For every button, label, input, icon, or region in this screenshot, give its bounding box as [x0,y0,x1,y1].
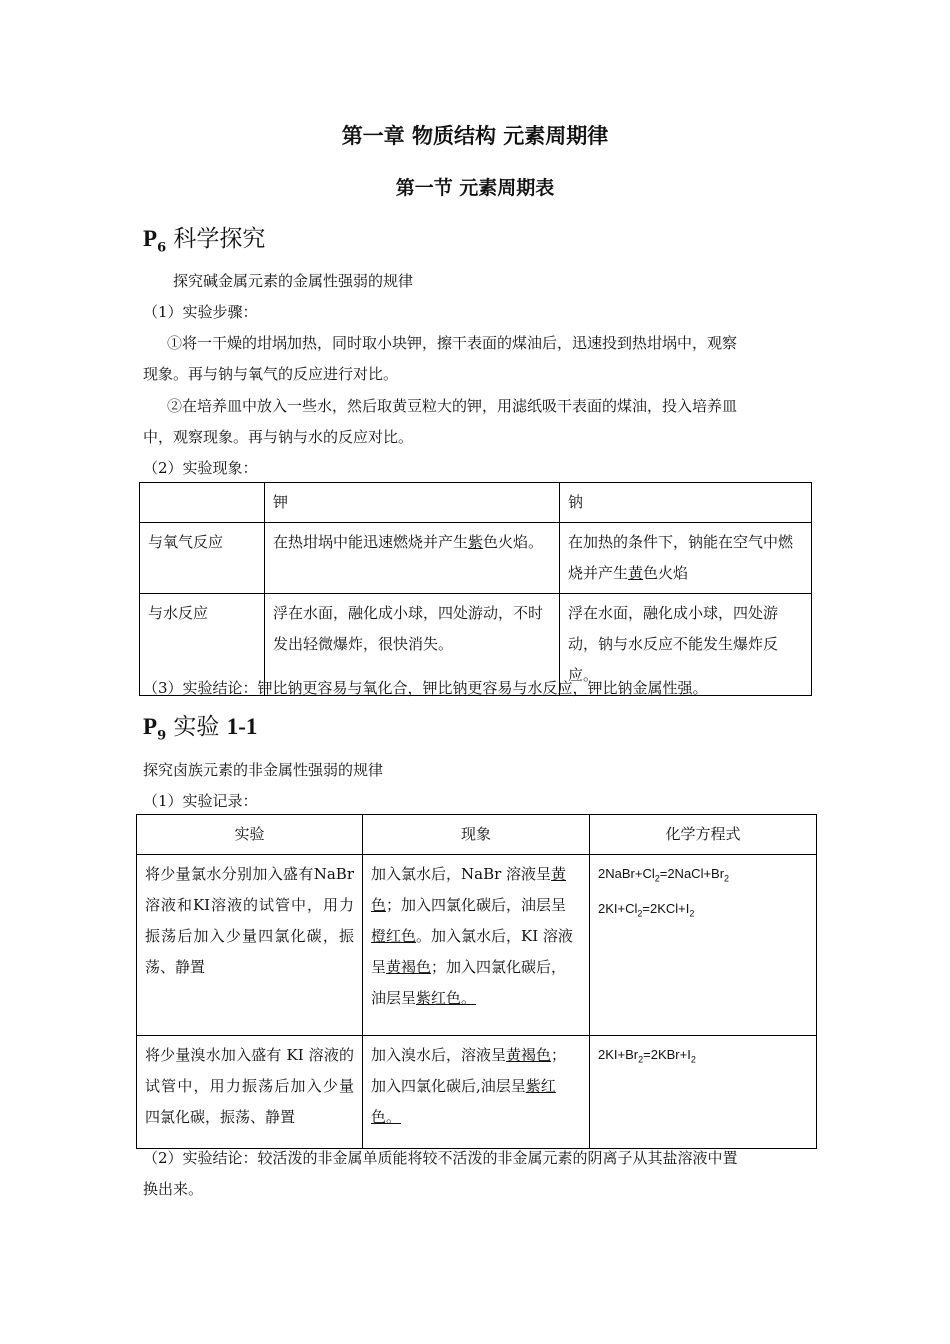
row-label: 与氧气反应 [140,523,265,594]
row-label: 与水反应 [140,594,265,696]
p9-heading: $P_9$ 实验 1-1 [143,714,258,744]
table-cell: 浮在水面，融化成小球，四处游动，不时发出轻微爆炸，很快消失。 [265,594,560,696]
table-row [140,523,812,594]
table-header-cell: 钠 [560,483,812,523]
table-header-cell [140,483,265,523]
p6-step1-line1: ①将一干燥的坩埚加热，同时取小块钾，擦干表面的煤油后，迅速投到热坩埚中，观察 [167,334,738,352]
halogen-table [136,814,817,1149]
p6-step2-line2: 中，观察现象。再与钠与水的反应对比。 [143,428,414,446]
table-row [137,1036,817,1149]
chapter-title: 第一章 物质结构 元素周期律 [341,124,609,148]
p6-intro: 探究碱金属元素的金属性强弱的规律 [173,272,414,290]
table-cell: 将少量氯水分别加入盛有NaBr溶液和KI溶液的试管中，用力振荡后加入少量四氯化碳，振荡、静置 [137,855,363,1036]
equation-cell [590,1036,817,1149]
table-header-cell: 钾 [265,483,560,523]
table-header-cell: 实验 [137,815,363,855]
p6-conclusion: （3）实验结论：钾比钠更容易与氧化合，钾比钠更容易与水反应，钾比钠金属性强。 [143,679,708,697]
table-header-cell: 化学方程式 [590,815,817,855]
p9-conclusion-line2: 换出来。 [143,1180,204,1198]
equation: $2NaBr+Cl_2=2NaCl+Br_2$ [598,866,730,884]
table-cell: 加入溴水后，溶液呈黄褐色；加入四氯化碳后,油层呈紫红色。 [363,1036,590,1149]
table-cell: 加入氯水后，NaBr 溶液呈黄色；加入四氯化碳后，油层呈橙红色。加入氯水后，KI 溶液呈黄褐色；加入四氯化碳后，油层呈紫红色。 [363,855,590,1036]
table-header-cell: 现象 [363,815,590,855]
p9-record-label: （1）实验记录： [143,792,258,810]
alkali-metal-table [139,482,812,696]
table-cell: 在热坩埚中能迅速燃烧并产生紫色火焰。 [265,523,560,594]
p6-heading: $P_6$ 科学探究 [143,226,266,256]
section-title: 第一节 元素周期表 [395,177,555,199]
table-row [137,855,817,1036]
p6-phenomena-label: （2）实验现象： [143,459,258,477]
p9-intro: 探究卤族元素的非金属性强弱的规律 [143,761,384,779]
p6-step2-line1: ②在培养皿中放入一些水，然后取黄豆粒大的钾，用滤纸吸干表面的煤油，投入培养皿 [167,397,738,415]
p9-conclusion-line1: （2）实验结论：较活泼的非金属单质能将较不活泼的非金属元素的阴离子从其盐溶液中置 [143,1149,738,1167]
equation: $2KI+Cl_2=2KCl+I_2$ [598,900,695,919]
p6-steps-label: （1）实验步骤： [143,303,258,321]
equation-cell [590,855,817,1036]
table-cell: 将少量溴水加入盛有 KI 溶液的试管中，用力振荡后加入少量四氯化碳，振荡、静置 [137,1036,363,1149]
table-cell: 在加热的条件下，钠能在空气中燃烧并产生黄色火焰 [560,523,812,594]
table-cell: 浮在水面，融化成小球，四处游动，钠与水反应不能发生爆炸反应。 [560,594,812,696]
p6-step1-line2: 现象。再与钠与氧气的反应进行对比。 [143,365,399,383]
equation: $2KI+Br_2=2KBr+I_2$ [598,1047,696,1065]
